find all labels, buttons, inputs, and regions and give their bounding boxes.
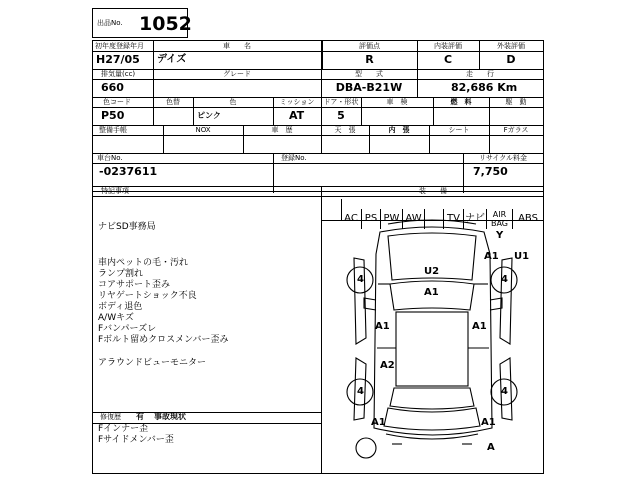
car-name-label: 車 名 — [223, 42, 251, 50]
chassis-label: 車台No. — [97, 154, 123, 162]
equip-pw: PW — [381, 209, 403, 229]
recycle-label: リサイクル料金 — [478, 154, 528, 162]
equipment-label: 装 備 — [419, 187, 447, 195]
equip-navi: ナビ — [464, 209, 487, 229]
displacement-label: 排気量(cc) — [101, 70, 136, 78]
reg-year: H27/05 — [96, 53, 140, 66]
interior-score: C — [443, 53, 453, 66]
tire-front-left: 4 — [357, 274, 364, 285]
tire-front-right: 4 — [501, 274, 508, 285]
repair-status: 事故現状 — [154, 412, 186, 421]
fuel-label: 燃 料 — [450, 98, 472, 106]
sunroof-label: 天 張 — [334, 126, 356, 134]
lot-number: 1052 — [139, 13, 192, 35]
remark-line: A/Wキズ — [98, 313, 134, 323]
mark-a1-top-right: A1 — [484, 251, 499, 262]
color-code: P50 — [101, 109, 125, 122]
exterior-label: 外装評価 — [497, 42, 525, 50]
doors-label: ドア・形状 — [323, 98, 359, 106]
interior-label: 内装評価 — [434, 42, 462, 50]
equip-abs: ABS — [518, 213, 538, 224]
glass-label: Fガラス — [503, 126, 529, 134]
remark-line: 車内ペットの毛・汚れ — [98, 258, 189, 268]
color-code-label: 色コード — [103, 98, 131, 106]
inspection-label: 車 検 — [386, 98, 408, 106]
displacement: 660 — [101, 81, 124, 94]
mark-u2: U2 — [424, 266, 440, 277]
remark-line: コアサポート歪み — [98, 280, 171, 290]
score-label: 評価点 — [359, 42, 380, 50]
mark-a1-right-front: A1 — [472, 321, 487, 332]
mark-a-bottom: A — [487, 442, 495, 453]
auction-sheet — [92, 8, 544, 474]
mileage-label: 走 行 — [466, 70, 494, 78]
remark-line: リヤゲートショック不良 — [98, 291, 197, 301]
repair-label: 修復歴 — [100, 413, 121, 421]
repair-value: 有 — [136, 412, 144, 421]
color-change-label: 色替 — [166, 98, 180, 106]
reg-year-label: 初年度登録年月 — [95, 42, 144, 50]
score: R — [365, 53, 374, 66]
drive-label: 駆 動 — [505, 98, 527, 106]
mileage: 82,686 Km — [451, 81, 518, 94]
doors: 5 — [337, 109, 345, 122]
exterior-score: D — [506, 53, 516, 66]
equip-tv: TV — [444, 209, 464, 229]
equip-airbag: AIR BAG — [487, 209, 513, 229]
equip-aw: AW — [403, 209, 425, 229]
notes-label: 特記事項 — [101, 187, 129, 195]
color-value: ピンク — [197, 111, 221, 120]
remark-line: ボディ退色 — [98, 302, 143, 312]
equip-ps: PS — [362, 209, 381, 229]
repair-item: Fサイドメンバー歪 — [98, 435, 174, 445]
seat-label: シート — [448, 126, 470, 134]
mark-u1: U1 — [514, 251, 530, 262]
nox-label: NOX — [195, 126, 211, 134]
grade-label: グレード — [223, 70, 251, 78]
tire-rear-left: 4 — [357, 386, 364, 397]
transmission-label: ミッション — [279, 98, 315, 106]
remark-line: Fボルト留めクロスメンバー歪み — [98, 335, 229, 345]
remark-line: ランプ割れ — [98, 269, 144, 279]
car-name: デイズ — [157, 54, 187, 65]
mark-a1-hood: A1 — [424, 287, 439, 298]
color-label: 色 — [229, 98, 237, 106]
history-label: 車 歴 — [271, 126, 293, 134]
chassis-number: -0237611 — [99, 165, 158, 178]
reg-no-label: 登録No. — [281, 154, 307, 162]
remark-line: アラウンドビューモニター — [98, 358, 207, 368]
manual-label: 整備手帳 — [99, 126, 127, 134]
tire-rear-right: 4 — [501, 386, 508, 397]
recycle-fee: 7,750 — [473, 165, 508, 178]
mark-a2: A2 — [380, 360, 395, 371]
transmission: AT — [289, 109, 305, 122]
remark-line: Fバンパーズレ — [98, 324, 157, 334]
mark-a1-left-rear: A1 — [371, 417, 386, 428]
mark-a1-right-rear: A1 — [481, 417, 496, 428]
mark-a1-left-front: A1 — [375, 321, 390, 332]
repair-item: Fインナー歪 — [98, 424, 149, 434]
model-label: 型 式 — [355, 70, 383, 78]
car-diagram — [92, 8, 544, 474]
remark-line: ナビSD事務局 — [98, 222, 156, 232]
lot-label: 出品No. — [97, 19, 123, 27]
upholstery-label: 内 張 — [388, 126, 410, 134]
mark-y: Y — [496, 230, 504, 241]
equip-ac: AC — [341, 209, 362, 229]
model-code: DBA-B21W — [335, 81, 403, 94]
